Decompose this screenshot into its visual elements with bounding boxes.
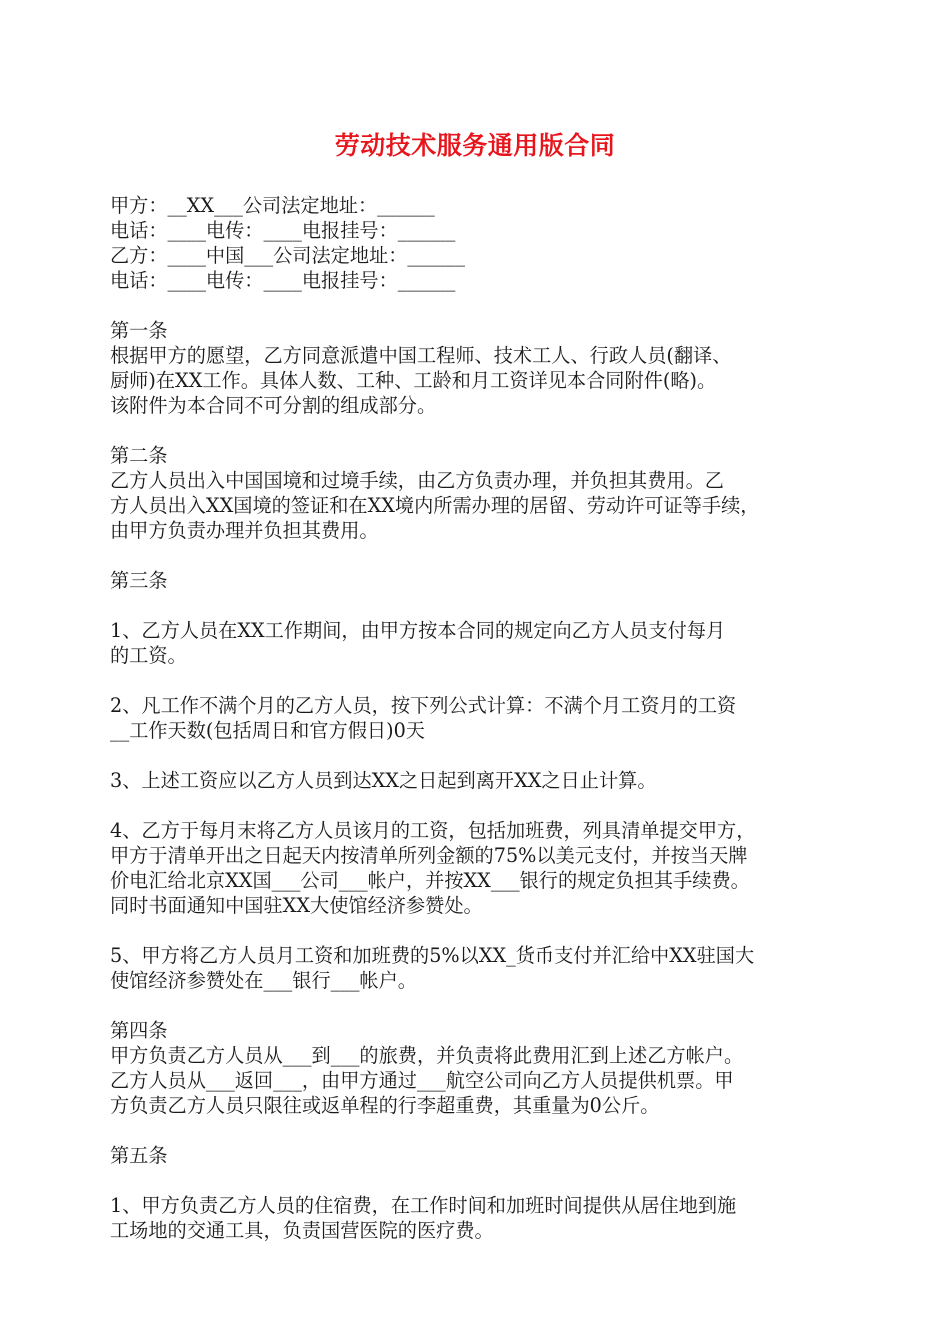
article-3 (110, 568, 845, 993)
spacer (110, 418, 845, 443)
article-text-line: 乙方人员从___返回___，由甲方通过___航空公司向乙方人员提供机票。甲 (110, 1069, 734, 1092)
article-text-line: 甲方负责乙方人员从___到___的旅费，并负责将此费用汇到上述乙方帐户。 (110, 1044, 744, 1067)
article-heading: 第三条 (110, 569, 168, 592)
article-heading: 第五条 (110, 1144, 168, 1167)
clause-text-line: 工场地的交通工具，负责国营医院的医疗费。 (110, 1219, 494, 1242)
clause-text-line: 使馆经济参赞处在___银行___帐户。 (110, 969, 417, 992)
article-heading: 第一条 (110, 319, 168, 342)
article-text-line: 厨师)在XX工作。具体人数、工种、工龄和月工资详见本合同附件(略)。 (110, 369, 717, 392)
clause-item (110, 768, 845, 793)
article-1 (110, 318, 845, 418)
clause-text-line: 4、乙方于每月末将乙方人员该月的工资，包括加班费，列具清单提交甲方， (110, 819, 756, 842)
article-text-line: 方负责乙方人员只限往或返单程的行李超重费，其重量为0公斤。 (110, 1094, 660, 1117)
spacer (110, 668, 845, 693)
spacer (110, 593, 845, 618)
article-text-line: 方人员出入XX国境的签证和在XX境内所需办理的居留、劳动许可证等手续， (110, 494, 760, 517)
clause-text-line: 5、甲方将乙方人员月工资和加班费的5%以XX_货币支付并汇给中XX驻国大 (110, 944, 755, 967)
article-text-line: 由甲方负责办理并负担其费用。 (110, 519, 379, 542)
clause-item (110, 618, 845, 668)
clause-text-line: 甲方于清单开出之日起天内按清单所列金额的75%以美元支付，并按当天牌 (110, 844, 748, 867)
spacer (110, 743, 845, 768)
clause-text-line: 3、上述工资应以乙方人员到达XX之日起到离开XX之日止计算。 (110, 769, 657, 792)
party-b-line: 乙方：____中国___公司法定地址：______ (110, 244, 465, 267)
article-heading: 第四条 (110, 1019, 168, 1042)
clause-text-line: 同时书面通知中国驻XX大使馆经济参赞处。 (110, 894, 483, 917)
clause-item (110, 943, 845, 993)
clause-item (110, 818, 845, 918)
spacer (110, 1168, 845, 1193)
clause-item (110, 1193, 845, 1243)
article-5 (110, 1143, 845, 1243)
article-2 (110, 443, 845, 543)
party-b-contact-line: 电话：____电传：____电报挂号：______ (110, 269, 456, 292)
spacer (110, 1118, 845, 1143)
spacer (110, 293, 845, 318)
clause-text-line: 1、甲方负责乙方人员的住宿费，在工作时间和加班时间提供从居住地到施 (110, 1194, 737, 1217)
party-a-contact-line: 电话：____电传：____电报挂号：______ (110, 219, 456, 242)
header-block (110, 193, 845, 293)
spacer (110, 918, 845, 943)
spacer (110, 543, 845, 568)
document-title: 劳动技术服务通用版合同 (334, 131, 616, 160)
article-heading: 第二条 (110, 444, 168, 467)
spacer (110, 993, 845, 1018)
clause-text-line: __工作天数(包括周日和官方假日)0天 (110, 719, 425, 742)
clause-text-line: 的工资。 (110, 644, 187, 667)
clause-item (110, 693, 845, 743)
article-text-line: 根据甲方的愿望，乙方同意派遣中国工程师、技术工人、行政人员(翻译、 (110, 344, 732, 367)
article-text-line: 该附件为本合同不可分割的组成部分。 (110, 394, 437, 417)
article-text-line: 乙方人员出入中国国境和过境手续，由乙方负责办理，并负担其费用。乙 (110, 469, 724, 492)
document-body (110, 193, 845, 1243)
article-4 (110, 1018, 845, 1118)
spacer (110, 793, 845, 818)
clause-text-line: 1、乙方人员在XX工作期间，由甲方按本合同的规定向乙方人员支付每月 (110, 619, 726, 642)
party-a-line: 甲方：__XX___公司法定地址：______ (110, 194, 435, 217)
clause-text-line: 价电汇给北京XX国___公司___帐户，并按XX___银行的规定负担其手续费。 (110, 869, 750, 892)
clause-text-line: 2、凡工作不满个月的乙方人员，按下列公式计算：不满个月工资月的工资 (110, 694, 737, 717)
